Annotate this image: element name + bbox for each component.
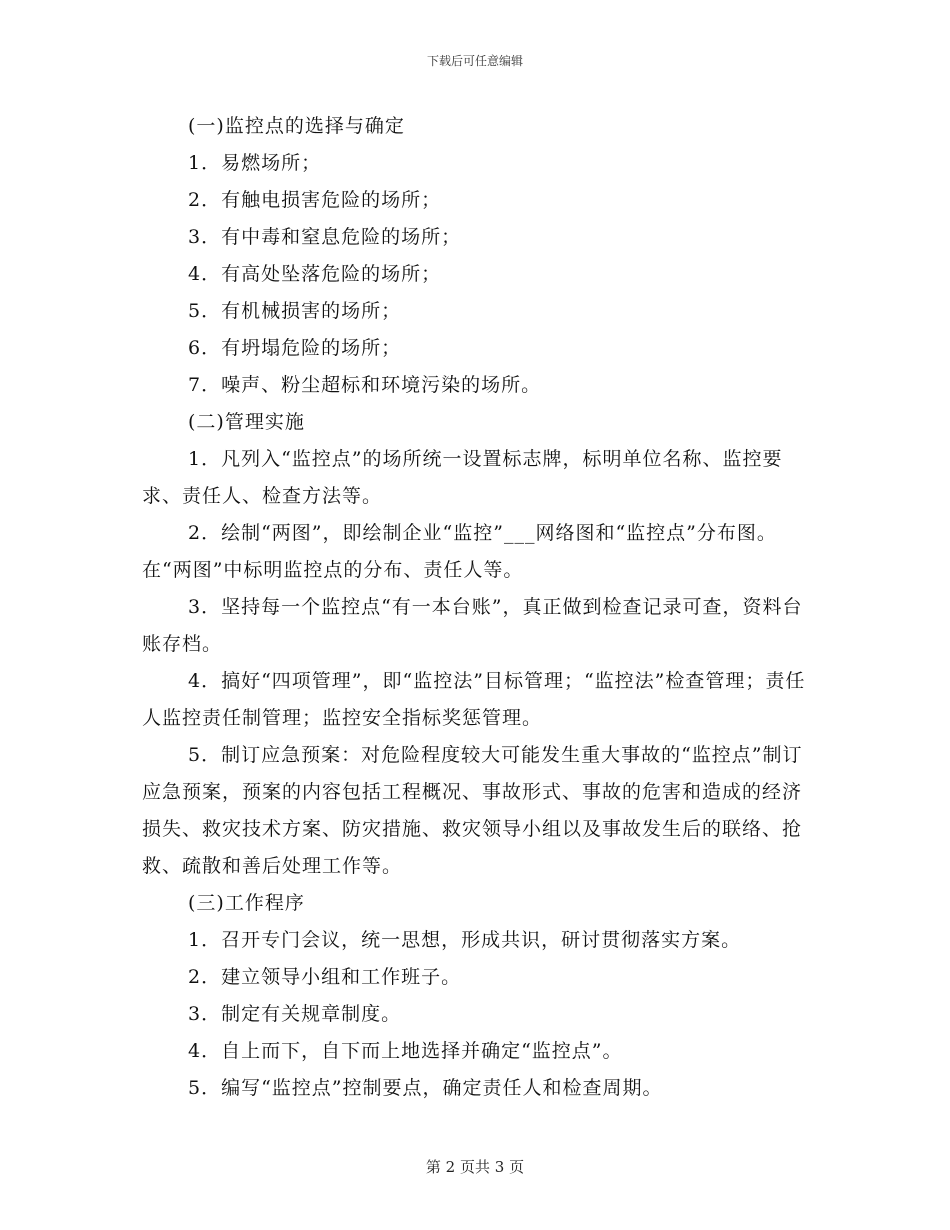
paragraph: 2．绘制“两图”，即绘制企业“监控”___网络图和“监控点”分布图。在“两图”中标明监控点的分布、责任人等。 bbox=[142, 522, 777, 581]
page-header: 下载后可任意编辑 bbox=[426, 54, 523, 68]
document-body bbox=[142, 108, 812, 1107]
list-item: 1．易燃场所； bbox=[188, 152, 322, 174]
paragraph: 5．制订应急预案：对危险程度较大可能发生重大事故的“监控点”制订应急预案，预案的内容包括工程概况、事故形式、事故的危害和造成的经济损失、救灾技术方案、防灾措施、救灾领导小组以及事故发生后的联络、抢救、疏散和善后处理工作等。 bbox=[142, 744, 803, 877]
list-item: 2．建立领导小组和工作班子。 bbox=[188, 966, 462, 988]
section-heading-1: (一)监控点的选择与确定 bbox=[188, 115, 405, 137]
list-item: 7．噪声、粉尘超标和环境污染的场所。 bbox=[188, 374, 542, 396]
paragraph: 3．坚持每一个监控点“有一本台账”，真正做到检查记录可查，资料台账存档。 bbox=[142, 596, 803, 655]
list-item: 6．有坍塌危险的场所； bbox=[188, 337, 402, 359]
list-item: 2．有触电损害危险的场所； bbox=[188, 189, 442, 211]
list-item: 4．自上而下，自下而上地选择并确定“监控点”。 bbox=[188, 1040, 623, 1062]
paragraph: 4．搞好“四项管理”，即“监控法”目标管理；“监控法”检查管理；责任人监控责任制管理；监控安全指标奖惩管理。 bbox=[142, 670, 806, 729]
section-heading-2: (二)管理实施 bbox=[188, 411, 305, 433]
paragraph: 1．凡列入“监控点”的场所统一设置标志牌，标明单位名称、监控要求、责任人、检查方法等。 bbox=[142, 448, 783, 507]
list-item: 4．有高处坠落危险的场所； bbox=[188, 263, 442, 285]
page-footer: 第 2 页共 3 页 bbox=[425, 1158, 525, 1176]
list-item: 3．制定有关规章制度。 bbox=[188, 1003, 402, 1025]
list-item: 5．编写“监控点”控制要点，确定责任人和检查周期。 bbox=[188, 1077, 663, 1099]
list-item: 1．召开专门会议，统一思想，形成共识，研讨贯彻落实方案。 bbox=[188, 929, 742, 951]
list-item: 3．有中毒和窒息危险的场所； bbox=[188, 226, 462, 248]
list-item: 5．有机械损害的场所； bbox=[188, 300, 402, 322]
section-heading-3: (三)工作程序 bbox=[188, 892, 305, 914]
